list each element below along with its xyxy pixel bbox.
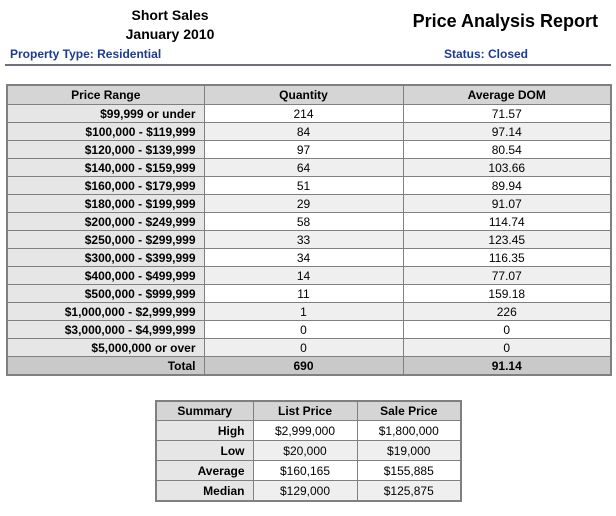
- list-price-cell: $2,999,000: [253, 421, 357, 441]
- quantity-cell: 84: [204, 123, 403, 141]
- avg-dom-cell: 159.18: [403, 285, 611, 303]
- price-range-cell: $500,000 - $999,999: [7, 285, 204, 303]
- report-subject-line2: January 2010: [125, 26, 215, 42]
- price-table-row: [7, 195, 611, 213]
- price-table-header-row: [7, 85, 611, 105]
- summary-label-cell: High: [156, 421, 253, 441]
- price-range-cell: $180,000 - $199,999: [7, 195, 204, 213]
- quantity-cell: 34: [204, 249, 403, 267]
- total-avg-dom-cell: 91.14: [403, 357, 611, 376]
- price-range-cell: $200,000 - $249,999: [7, 213, 204, 231]
- price-range-header: Price Range: [7, 85, 204, 105]
- sale-price-cell: $155,885: [357, 461, 461, 481]
- price-table-row: [7, 267, 611, 285]
- price-table-body: [7, 105, 611, 357]
- quantity-cell: 33: [204, 231, 403, 249]
- quantity-cell: 97: [204, 141, 403, 159]
- avg-dom-cell: 114.74: [403, 213, 611, 231]
- summary-header-row: [156, 401, 461, 421]
- avg-dom-cell: 0: [403, 321, 611, 339]
- price-analysis-table: [6, 84, 612, 376]
- price-table-row: [7, 141, 611, 159]
- avg-dom-cell: 116.35: [403, 249, 611, 267]
- summary-row: [156, 421, 461, 441]
- price-table-row: [7, 213, 611, 231]
- quantity-cell: 1: [204, 303, 403, 321]
- list-price-cell: $129,000: [253, 481, 357, 502]
- summary-label-cell: Average: [156, 461, 253, 481]
- price-table-row: [7, 285, 611, 303]
- sale-price-header: Sale Price: [357, 401, 461, 421]
- avg-dom-cell: 226: [403, 303, 611, 321]
- summary-row: [156, 441, 461, 461]
- summary-row: [156, 461, 461, 481]
- total-row: [7, 357, 611, 376]
- avg-dom-cell: 123.45: [403, 231, 611, 249]
- avg-dom-cell: 77.07: [403, 267, 611, 285]
- summary-label-cell: Median: [156, 481, 253, 502]
- summary-table: [155, 400, 462, 502]
- price-range-cell: $400,000 - $499,999: [7, 267, 204, 285]
- price-range-cell: $1,000,000 - $2,999,999: [7, 303, 204, 321]
- summary-table-body: [156, 421, 461, 502]
- quantity-cell: 64: [204, 159, 403, 177]
- price-range-cell: $5,000,000 or over: [7, 339, 204, 357]
- price-range-cell: $160,000 - $179,999: [7, 177, 204, 195]
- price-table-row: [7, 339, 611, 357]
- price-range-cell: $120,000 - $139,999: [7, 141, 204, 159]
- status-label: Status: Closed: [443, 47, 528, 61]
- quantity-cell: 58: [204, 213, 403, 231]
- list-price-cell: $20,000: [253, 441, 357, 461]
- avg-dom-cell: 103.66: [403, 159, 611, 177]
- property-type-label: Property Type: Residential: [10, 47, 162, 61]
- quantity-header: Quantity: [204, 85, 403, 105]
- avg-dom-cell: 91.07: [403, 195, 611, 213]
- sale-price-cell: $19,000: [357, 441, 461, 461]
- price-range-cell: $140,000 - $159,999: [7, 159, 204, 177]
- avg-dom-cell: 97.14: [403, 123, 611, 141]
- price-table-row: [7, 321, 611, 339]
- summary-row: [156, 481, 461, 502]
- report-subject-line1: Short Sales: [131, 7, 209, 23]
- price-range-cell: $300,000 - $399,999: [7, 249, 204, 267]
- avg-dom-cell: 0: [403, 339, 611, 357]
- price-range-cell: $100,000 - $119,999: [7, 123, 204, 141]
- total-quantity-cell: 690: [204, 357, 403, 376]
- sale-price-cell: $1,800,000: [357, 421, 461, 441]
- price-table-row: [7, 123, 611, 141]
- price-table-row: [7, 159, 611, 177]
- avg-dom-cell: 71.57: [403, 105, 611, 123]
- list-price-cell: $160,165: [253, 461, 357, 481]
- total-label-cell: Total: [7, 357, 204, 376]
- price-table-row: [7, 303, 611, 321]
- quantity-cell: 0: [204, 321, 403, 339]
- summary-label-cell: Low: [156, 441, 253, 461]
- list-price-header: List Price: [253, 401, 357, 421]
- quantity-cell: 29: [204, 195, 403, 213]
- avg-dom-cell: 80.54: [403, 141, 611, 159]
- summary-header: Summary: [156, 401, 253, 421]
- avg-dom-cell: 89.94: [403, 177, 611, 195]
- average-dom-header: Average DOM: [403, 85, 611, 105]
- sale-price-cell: $125,875: [357, 481, 461, 502]
- price-table-row: [7, 231, 611, 249]
- quantity-cell: 14: [204, 267, 403, 285]
- quantity-cell: 214: [204, 105, 403, 123]
- price-range-cell: $99,999 or under: [7, 105, 204, 123]
- price-range-cell: $3,000,000 - $4,999,999: [7, 321, 204, 339]
- report-name-title: Price Analysis Report: [412, 11, 598, 31]
- quantity-cell: 0: [204, 339, 403, 357]
- quantity-cell: 11: [204, 285, 403, 303]
- header-divider: [5, 64, 611, 66]
- price-range-cell: $250,000 - $299,999: [7, 231, 204, 249]
- report-subject-title: [30, 6, 310, 44]
- price-table-row: [7, 177, 611, 195]
- price-table-row: [7, 105, 611, 123]
- price-table-row: [7, 249, 611, 267]
- quantity-cell: 51: [204, 177, 403, 195]
